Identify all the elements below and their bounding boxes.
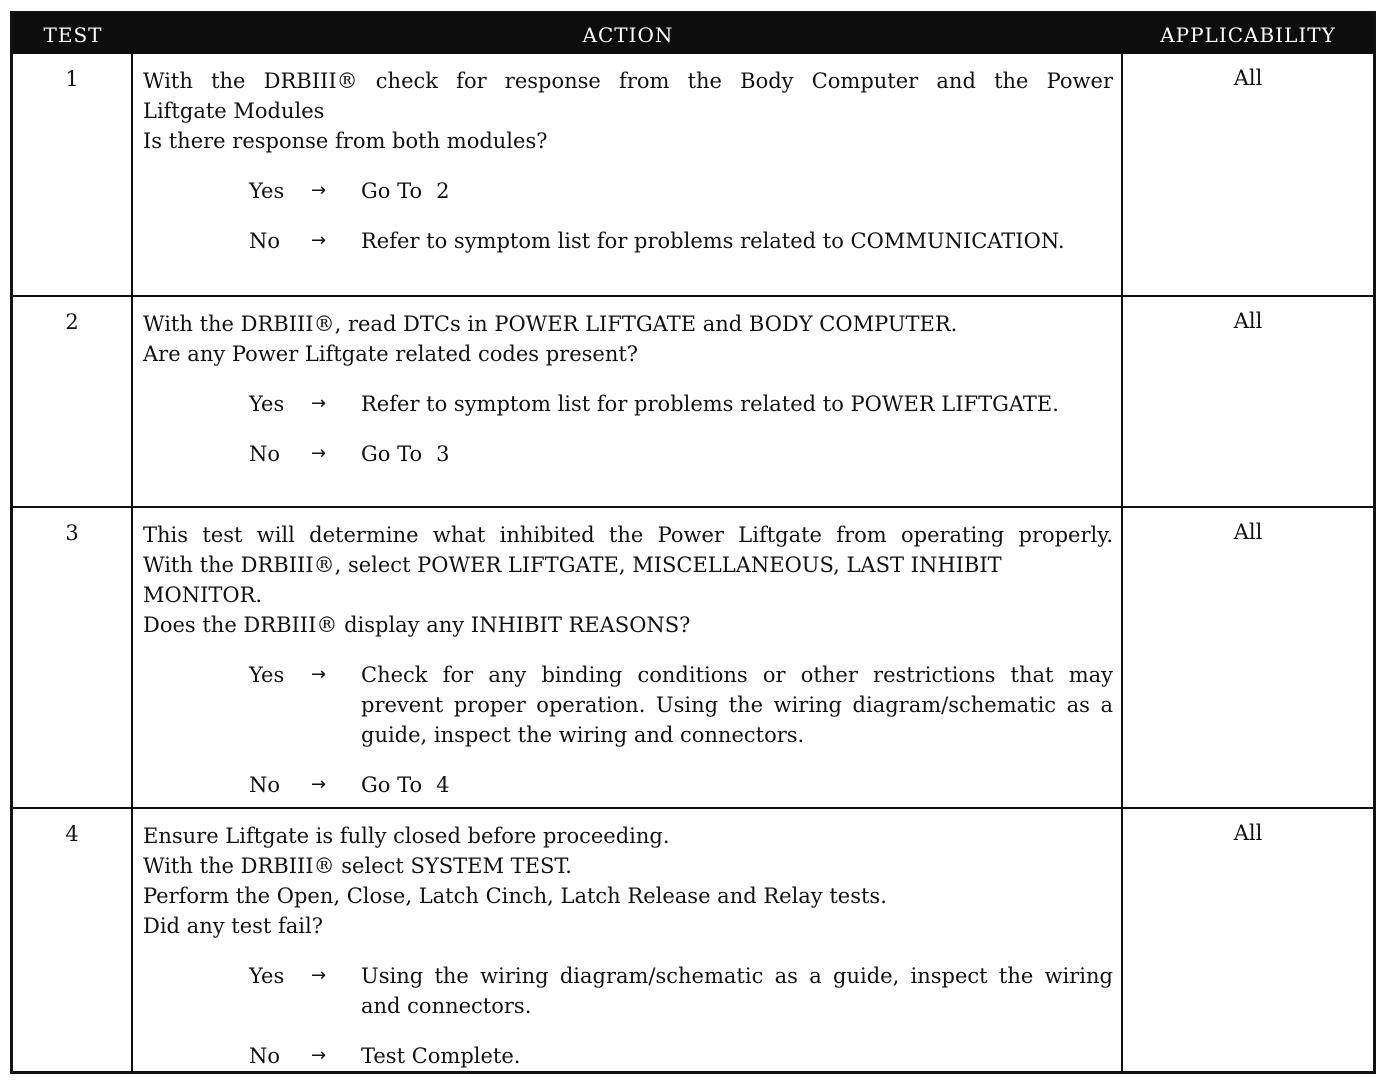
arrow-icon: →	[311, 230, 327, 251]
header-test: TEST	[43, 23, 103, 47]
action-cell	[133, 297, 1123, 506]
goto-test-number: 4	[436, 773, 450, 797]
question-line: With the DRBIII® check for response from the Body Computer and the Power	[143, 69, 1113, 93]
test-number: 3	[13, 508, 133, 807]
yes-answer	[249, 961, 1113, 1021]
goto-test-number: 3	[436, 442, 450, 466]
arrow-icon: →	[311, 664, 327, 685]
action-cell	[133, 54, 1123, 295]
table-row	[13, 807, 1373, 1071]
question-line: Are any Power Liftgate related codes present?	[143, 342, 639, 366]
no-result: Refer to symptom list for problems related to COMMUNICATION.	[361, 229, 1065, 253]
test-number: 4	[13, 809, 133, 1071]
arrow-icon: →	[311, 1045, 327, 1066]
no-label: No	[249, 1044, 281, 1068]
yes-answer	[249, 660, 1113, 750]
header-applicability: APPLICABILITY	[1160, 23, 1336, 47]
arrow-icon: →	[311, 393, 327, 414]
no-label: No	[249, 442, 281, 466]
yes-label: Yes	[249, 179, 285, 203]
yes-answer	[249, 176, 1113, 206]
question-line: With the DRBIII®, select POWER LIFTGATE, MISCELLANEOUS, LAST INHIBIT MONITOR.	[143, 553, 1002, 607]
diagnostic-test-table	[10, 11, 1376, 1074]
question-line: Does the DRBIII® display any INHIBIT REASONS?	[143, 613, 691, 637]
question-line: Ensure Liftgate is fully closed before proceeding.	[143, 824, 670, 848]
table-row	[13, 54, 1373, 295]
yes-answer	[249, 389, 1113, 419]
arrow-icon: →	[311, 965, 327, 986]
action-cell	[133, 508, 1123, 807]
arrow-icon: →	[311, 774, 327, 795]
yes-result: Using the wiring diagram/schematic as a guide, inspect the wiring and connectors.	[361, 964, 1113, 1018]
question-line: Liftgate Modules	[143, 99, 325, 123]
table-header	[13, 14, 1373, 54]
no-result: Go To 3	[361, 442, 450, 466]
no-label: No	[249, 229, 281, 253]
no-answer	[249, 439, 1113, 469]
no-label: No	[249, 773, 281, 797]
applicability-value: All	[1233, 821, 1263, 845]
no-answer	[249, 1041, 1113, 1071]
yes-label: Yes	[249, 663, 285, 687]
table-row	[13, 295, 1373, 506]
yes-result: Go To 2	[361, 179, 450, 203]
yes-result: Check for any binding conditions or other restrictions that may prevent proper operation. Using the wiring diagram/schematic as a guide, inspect the wiring and connectors.	[361, 663, 1113, 747]
no-result: Test Complete.	[361, 1044, 521, 1068]
no-answer	[249, 226, 1113, 256]
action-cell	[133, 809, 1123, 1071]
test-number: 1	[13, 54, 133, 295]
no-result: Go To 4	[361, 773, 450, 797]
header-action: ACTION	[582, 23, 674, 47]
arrow-icon: →	[311, 180, 327, 201]
applicability-value: All	[1233, 520, 1263, 544]
question-line: This test will determine what inhibited the Power Liftgate from operating properly.	[143, 523, 1113, 547]
table-row	[13, 506, 1373, 807]
yes-result: Refer to symptom list for problems related to POWER LIFTGATE.	[361, 392, 1059, 416]
question-line: Perform the Open, Close, Latch Cinch, Latch Release and Relay tests.	[143, 884, 887, 908]
question-line: With the DRBIII®, read DTCs in POWER LIFTGATE and BODY COMPUTER.	[143, 312, 958, 336]
question-line: With the DRBIII® select SYSTEM TEST.	[143, 854, 572, 878]
question-line: Did any test fail?	[143, 914, 323, 938]
test-number: 2	[13, 297, 133, 506]
yes-label: Yes	[249, 964, 285, 988]
yes-label: Yes	[249, 392, 285, 416]
no-answer	[249, 770, 1113, 800]
question-line: Is there response from both modules?	[143, 129, 548, 153]
applicability-value: All	[1233, 309, 1263, 333]
applicability-value: All	[1233, 66, 1263, 90]
goto-test-number: 2	[436, 179, 450, 203]
arrow-icon: →	[311, 443, 327, 464]
